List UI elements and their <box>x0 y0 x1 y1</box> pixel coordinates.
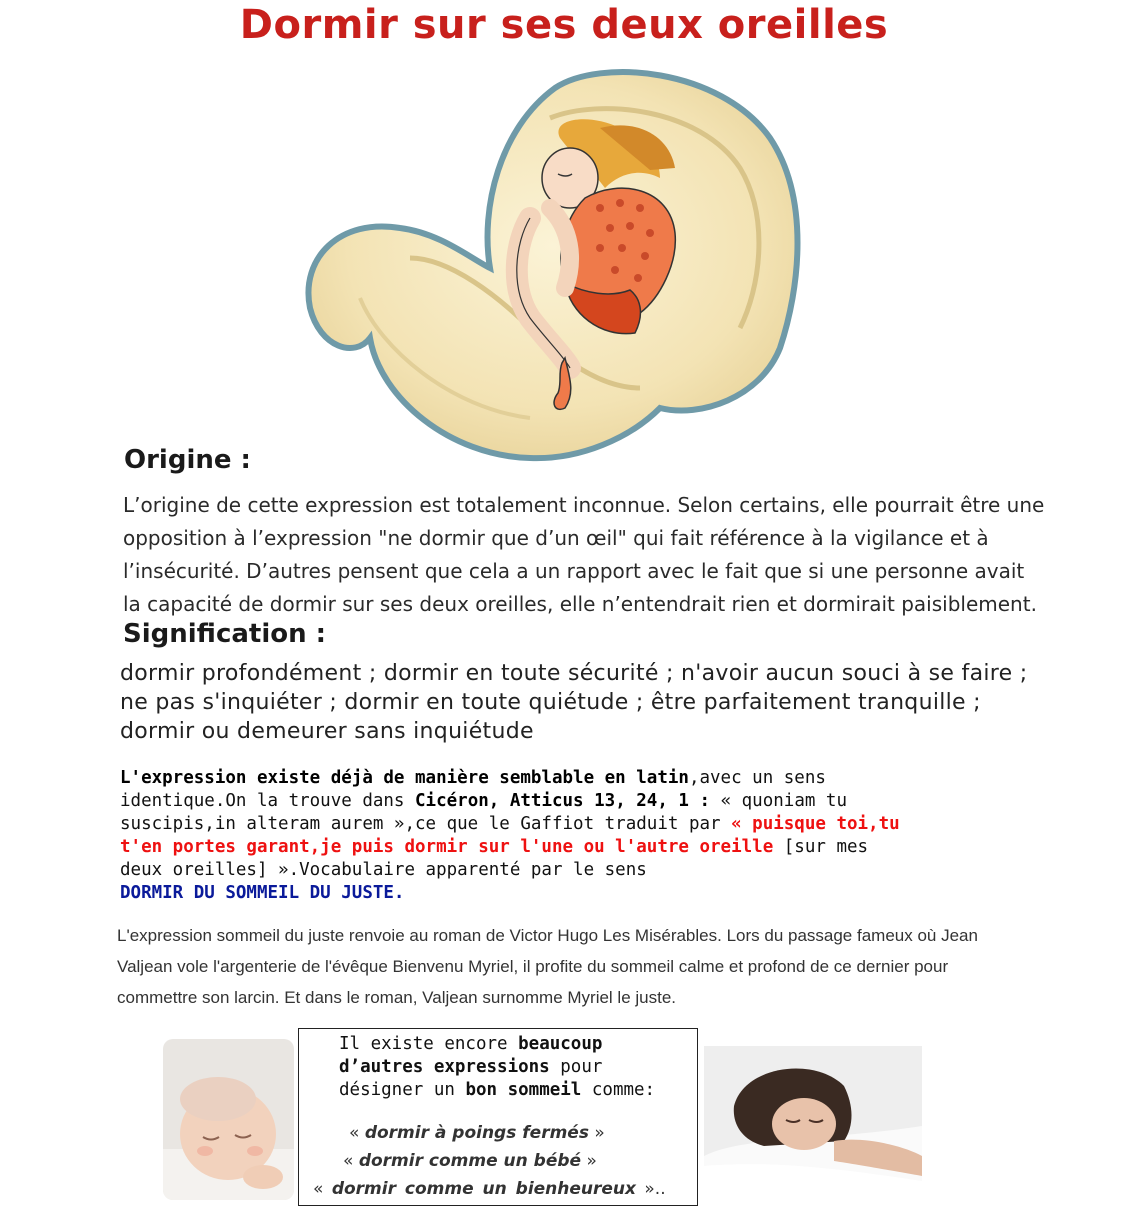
sleeping-baby-photo <box>163 1039 294 1200</box>
latin-text-1: ,avec un sens identique.On la trouve dans <box>120 768 826 811</box>
sleeping-girl-illustration <box>300 58 820 462</box>
expression-item <box>343 1151 597 1171</box>
signification-heading: Signification : <box>123 619 327 649</box>
gaffiot-translation: « puisque toi,tu t'en portes garant,je puis dormir sur l'une ou l'autre oreille <box>120 814 900 857</box>
related-vocabulary-title: DORMIR DU SOMMEIL DU JUSTE. <box>120 883 405 903</box>
intro-text-1: Il existe encore <box>339 1034 519 1054</box>
open-quote: « <box>313 1179 324 1199</box>
intro-bold-2: bon sommeil <box>465 1080 582 1100</box>
page-title: Dormir sur ses deux oreilles <box>239 2 889 48</box>
expressions-intro <box>339 1033 694 1102</box>
expression-text: dormir à poings fermés <box>364 1123 589 1143</box>
close-quote: » <box>594 1123 605 1143</box>
intro-bold-1: beaucoup d’autres expressions <box>339 1034 603 1077</box>
open-quote: « <box>349 1123 360 1143</box>
origine-heading: Origine : <box>124 445 251 475</box>
hugo-paragraph: L'expression sommeil du juste renvoie au roman de Victor Hugo Les Misérables. Lors du passage fameux où Jean Valjean vole l'argenterie de l'évêque Bienvenu Myriel, il profite du sommeil calme et profond de ce dernier pour commettre son larcin. Et dans le roman, Valjean surnomme Myriel le juste. <box>117 926 978 1007</box>
latin-intro: L'expression existe déjà de manière semblable en latin <box>120 768 689 788</box>
expression-text: dormir comme un bienheureux <box>331 1179 636 1199</box>
close-quote: » <box>586 1151 597 1171</box>
latin-text-2: « quoniam tu suscipis,in alteram aurem »,ce que le Gaffiot traduit par <box>120 791 847 834</box>
signification-paragraph: dormir profondément ; dormir en toute sécurité ; n'avoir aucun souci à se faire ; ne pas s'inquiéter ; dormir en toute quiétude ; être parfaitement tranquille ; dormir ou demeurer sans inquiétude <box>120 661 1028 744</box>
sleeping-woman-photo <box>704 1046 922 1195</box>
intro-text-2: pour désigner un <box>339 1057 603 1100</box>
expression-text: dormir comme un bébé <box>358 1151 582 1171</box>
close-quote: ».. <box>644 1179 666 1199</box>
cicero-reference: Cicéron, Atticus 13, 24, 1 : <box>415 791 711 811</box>
latin-text-3: [sur mes deux oreilles] ».Vocabulaire apparenté par le sens <box>120 837 869 880</box>
expressions-box <box>298 1028 698 1206</box>
open-quote: « <box>343 1151 354 1171</box>
expression-item <box>313 1179 666 1199</box>
expression-item <box>349 1123 605 1143</box>
origine-paragraph: L’origine de cette expression est totalement inconnue. Selon certains, elle pourrait être une opposition à l’expression "ne dormir que d’un œil" qui fait référence à la vigilance et à l’insécurité. D’autres pensent que cela a un rapport avec le fait que si une personne avait la capacité de dormir sur ses deux oreilles, elle n’entendrait rien et dormirait paisiblement. <box>123 493 1045 616</box>
intro-text-3: comme: <box>581 1080 656 1100</box>
latin-origin-paragraph <box>120 767 920 905</box>
